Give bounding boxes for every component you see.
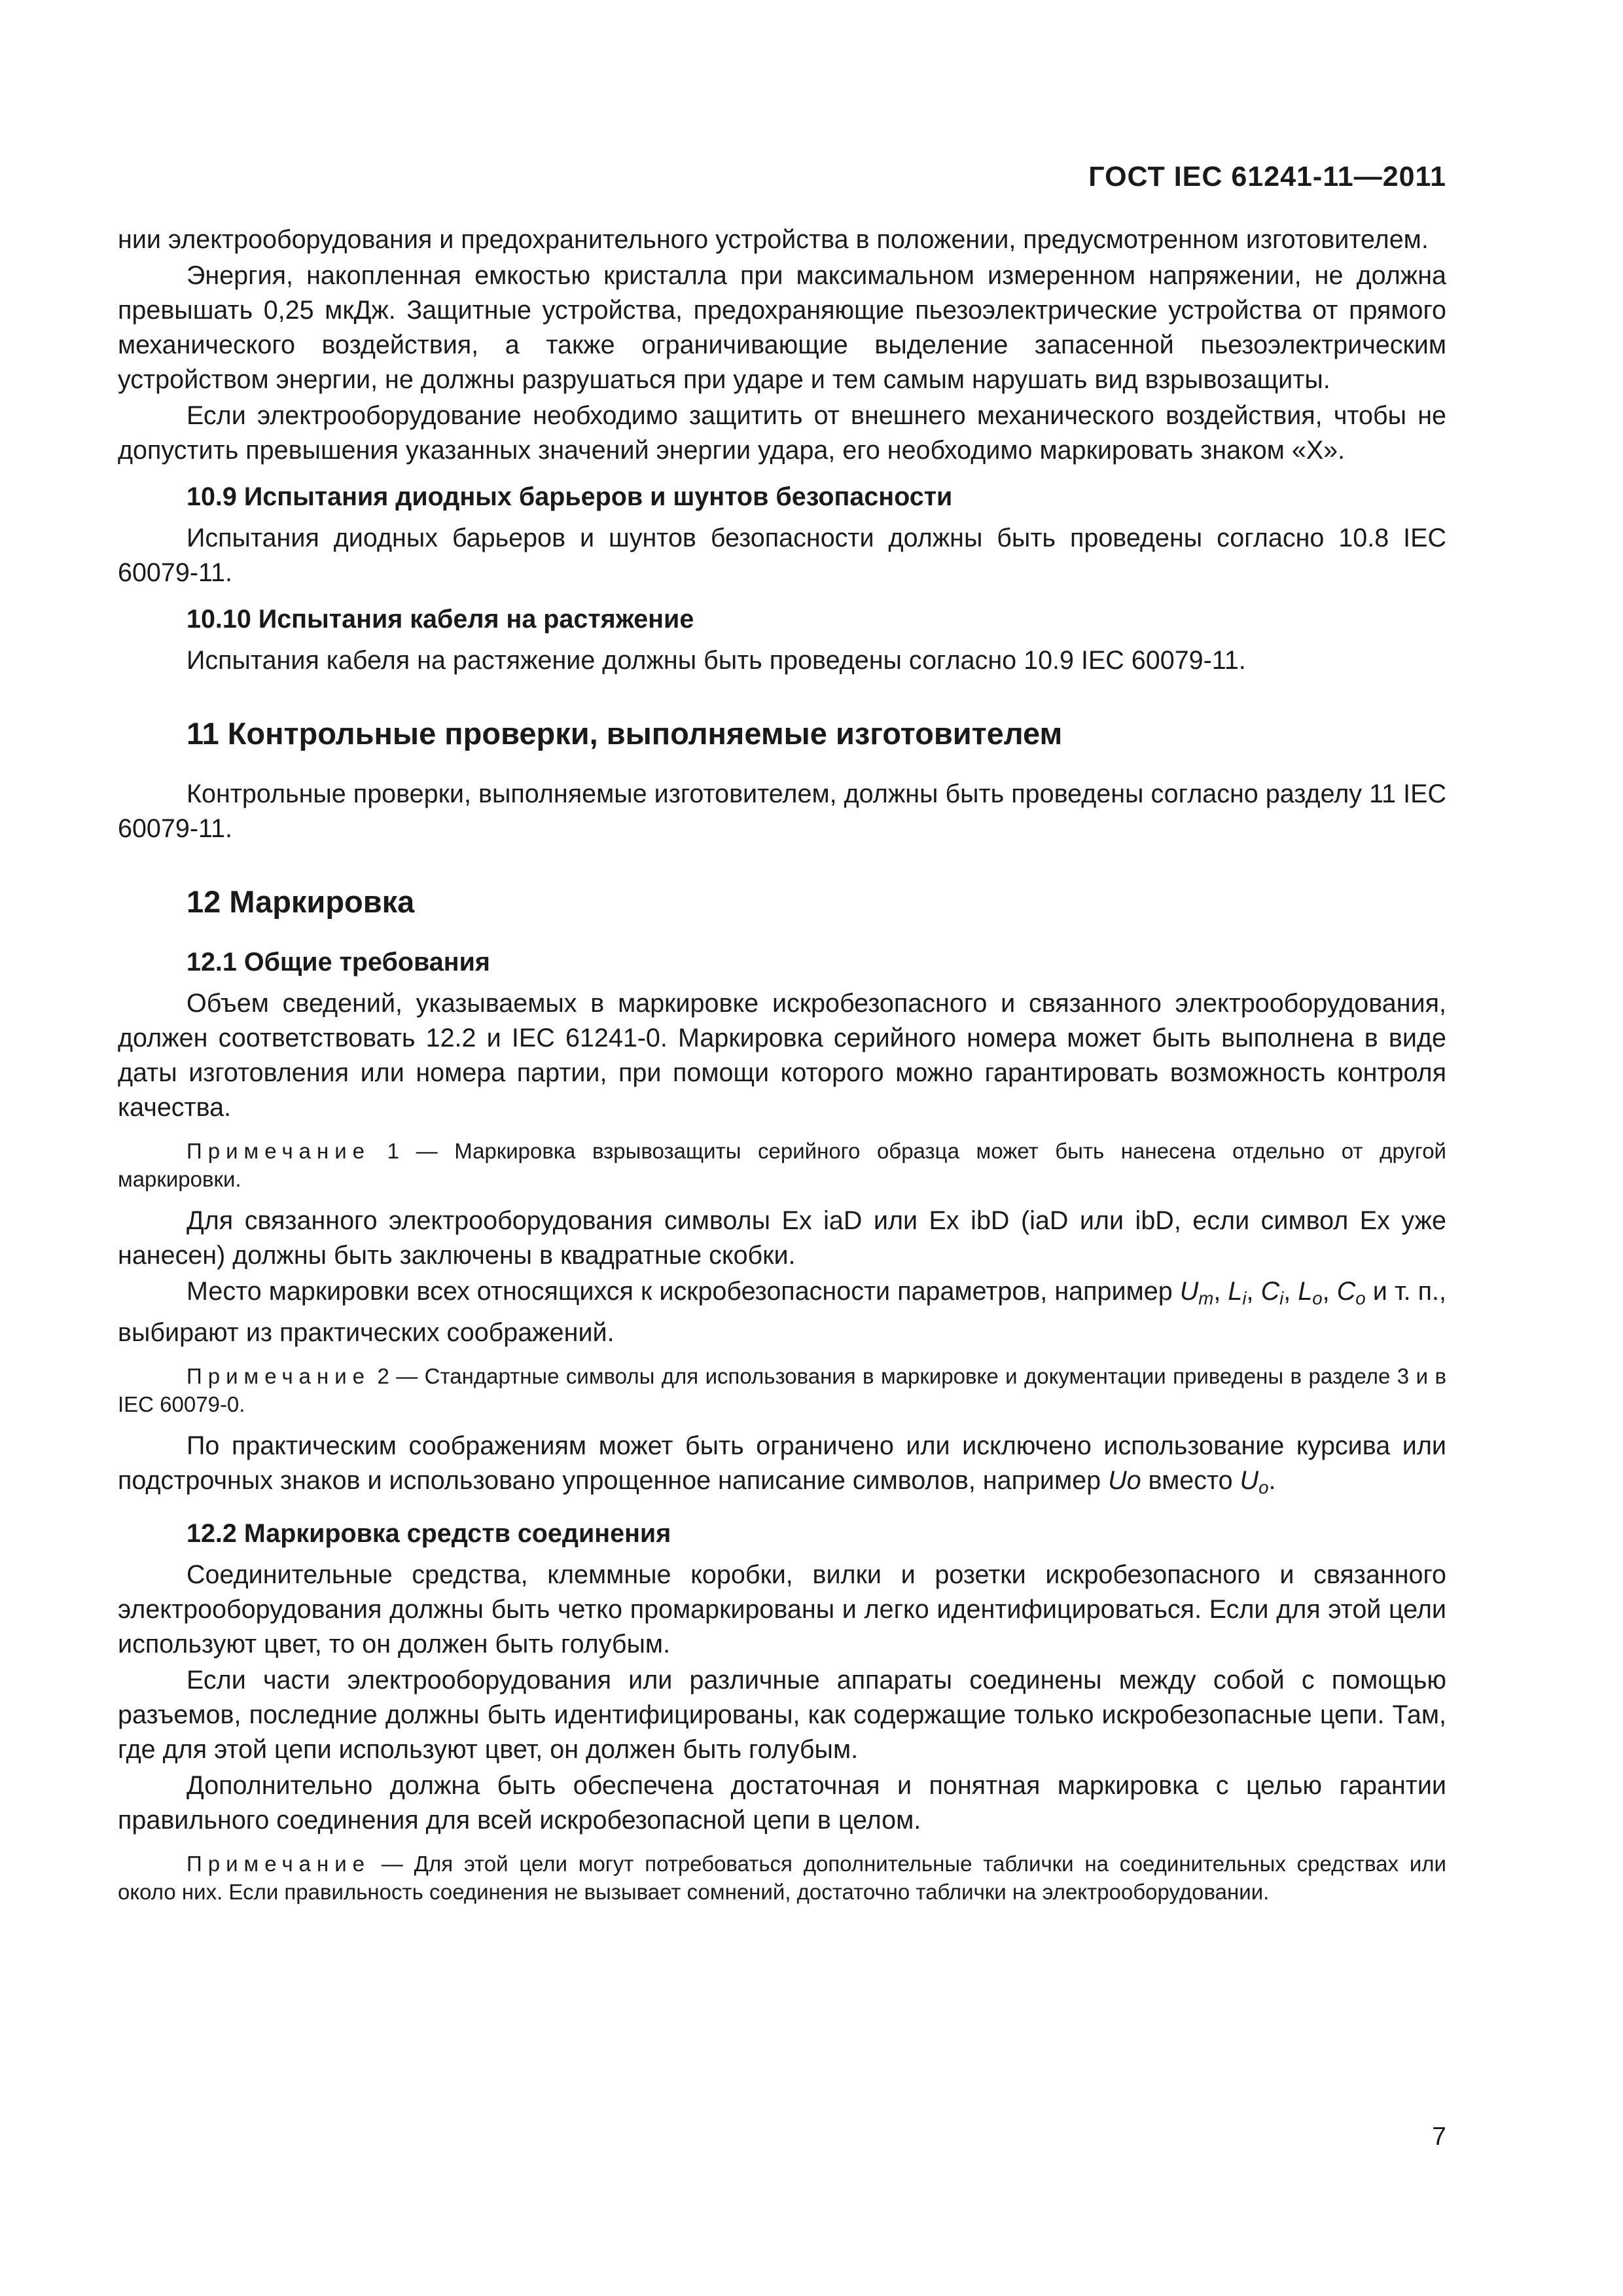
paragraph: Соединительные средства, клеммные коробки, вилки и розетки искробезопасного и связанного электрооборудования должны быть четко промаркированы и легко идентифицироваться. Если для этой цели используют цвет, то он должен быть голубым.	[118, 1560, 1446, 1659]
section-heading-12-2: 12.2 Маркировка средств соединения	[187, 1518, 671, 1548]
paragraph: Дополнительно должна быть обеспечена достаточная и понятная маркировка с целью гарантии правильного соединения для всей искробезопасной цепи в целом.	[118, 1770, 1446, 1835]
note	[118, 1362, 1446, 1418]
section-heading-10-10: 10.10 Испытания кабеля на растяжение	[187, 605, 694, 634]
section-heading-10-9: 10.9 Испытания диодных барьеров и шунтов безопасности	[187, 482, 953, 511]
symbol-lo: $L_o$	[1298, 1277, 1323, 1308]
paragraph: Энергия, накопленная емкостью кристалла при максимальном измеренном напряжении, не должна превышать 0,25 мкДж. Защитные устройства, предохраняющие пьезоэлектрические устройства от прямого механического воздействия, а также ограничивающие выделение запасенной пьезоэлектрическим устройством энергии, не должны разрушаться при ударе и тем самым нарушать вид взрывозащиты.	[118, 261, 1446, 394]
text-run: Место маркировки всех относящихся к искробезопасности параметров, например	[187, 1277, 1180, 1306]
note	[118, 1850, 1446, 1906]
paragraph: Объем сведений, указываемых в маркировке искробезопасного и связанного электрооборудования, должен соответствовать 12.2 и IEC 61241-0. Маркировка серийного номера может быть выполнена в виде даты изготовления или номера партии, при помощи которого можно гарантировать возможность контроля качества.	[118, 989, 1446, 1122]
paragraph: Если части электрооборудования или различные аппараты соединены между собой с помощью разъемов, последние должны быть идентифицированы, как содержащие только искробезопасные цепи. Там, где для этой цепи используют цвет, он должен быть голубым.	[118, 1665, 1446, 1764]
section-heading-12-1: 12.1 Общие требования	[187, 948, 490, 977]
note-label: Примечание	[187, 1363, 371, 1388]
note-text: — Для этой цели могут потребоваться дополнительные таблички на соединительных средствах или около них. Если правильность соединения не вызывает сомнений, достаточно таблички на электрооборудовании.	[118, 1851, 1446, 1904]
note-label: Примечание	[187, 1851, 371, 1876]
paragraph: Испытания диодных барьеров и шунтов безопасности должны быть проведены согласно 10.8 IEC 60079-11.	[118, 524, 1446, 587]
section-heading-12: 12 Маркировка	[187, 884, 415, 919]
page-number: 7	[1432, 2123, 1446, 2151]
paragraph: По практическим соображениям может быть ограничено или исключено использование курсива или подстрочных знаков и использовано упрощенное написание символов, например Uo вместо $U_o$.	[118, 1431, 1446, 1498]
symbol-li: $L_i$	[1228, 1277, 1247, 1308]
symbol-co: $C_o$	[1336, 1277, 1366, 1308]
section-heading-11: 11 Контрольные проверки, выполняемые изготовителем	[187, 716, 1063, 751]
symbol-uo-plain: Uo	[1108, 1465, 1141, 1495]
paragraph: Для связанного электрооборудования символы Ex iaD или Ex ibD (iaD или ibD, если символ Ex уже нанесен) должны быть заключены в квадратные скобки.	[118, 1206, 1446, 1270]
text-run: вместо	[1141, 1465, 1240, 1495]
paragraph: Испытания кабеля на растяжение должны быть проведены согласно 10.9 IEC 60079-11.	[187, 646, 1246, 675]
paragraph: нии электрооборудования и предохранительного устройства в положении, предусмотренном изготовителем.	[118, 225, 1429, 254]
paragraph: Если электрооборудование необходимо защитить от внешнего механического воздействия, чтобы не допустить превышения указанных значений энергии удара, его необходимо маркировать знаком «X».	[118, 401, 1446, 465]
symbol-um: $U_m$	[1179, 1277, 1214, 1308]
paragraph: Контрольные проверки, выполняемые изготовителем, должны быть проведены согласно разделу 11 IEC 60079-11.	[118, 780, 1446, 843]
note-text: 2 — Стандартные символы для использования в маркировке и документации приведены в разделе 3 и в IEC 60079-0.	[118, 1363, 1446, 1416]
document-body	[118, 223, 1446, 1916]
note-label: Примечание	[187, 1139, 371, 1163]
note-text: 1 — Маркировка взрывозащиты серийного образца может быть нанесена отдельно от другой маркировки.	[118, 1139, 1446, 1191]
note	[118, 1137, 1446, 1193]
symbol-uo: $U_o$	[1240, 1465, 1269, 1498]
document-page	[118, 0, 1446, 2296]
document-header: ГОСТ IEC 61241-11—2011	[1088, 161, 1446, 192]
text-run: и т. п., выбирают из практических соображений.	[118, 1277, 1446, 1347]
paragraph: Место маркировки всех относящихся к искробезопасности параметров, например $U_m$, $L_i$, $C_i$, $L_o$, $C_o$ и т. п., выбирают из практических соображений.	[118, 1277, 1446, 1347]
text-run: По практическим соображениям может быть ограничено или исключено использование курсива или подстрочных знаков и использовано упрощенное написание символов, например	[118, 1431, 1446, 1495]
symbol-ci: $C_i$	[1260, 1277, 1284, 1308]
